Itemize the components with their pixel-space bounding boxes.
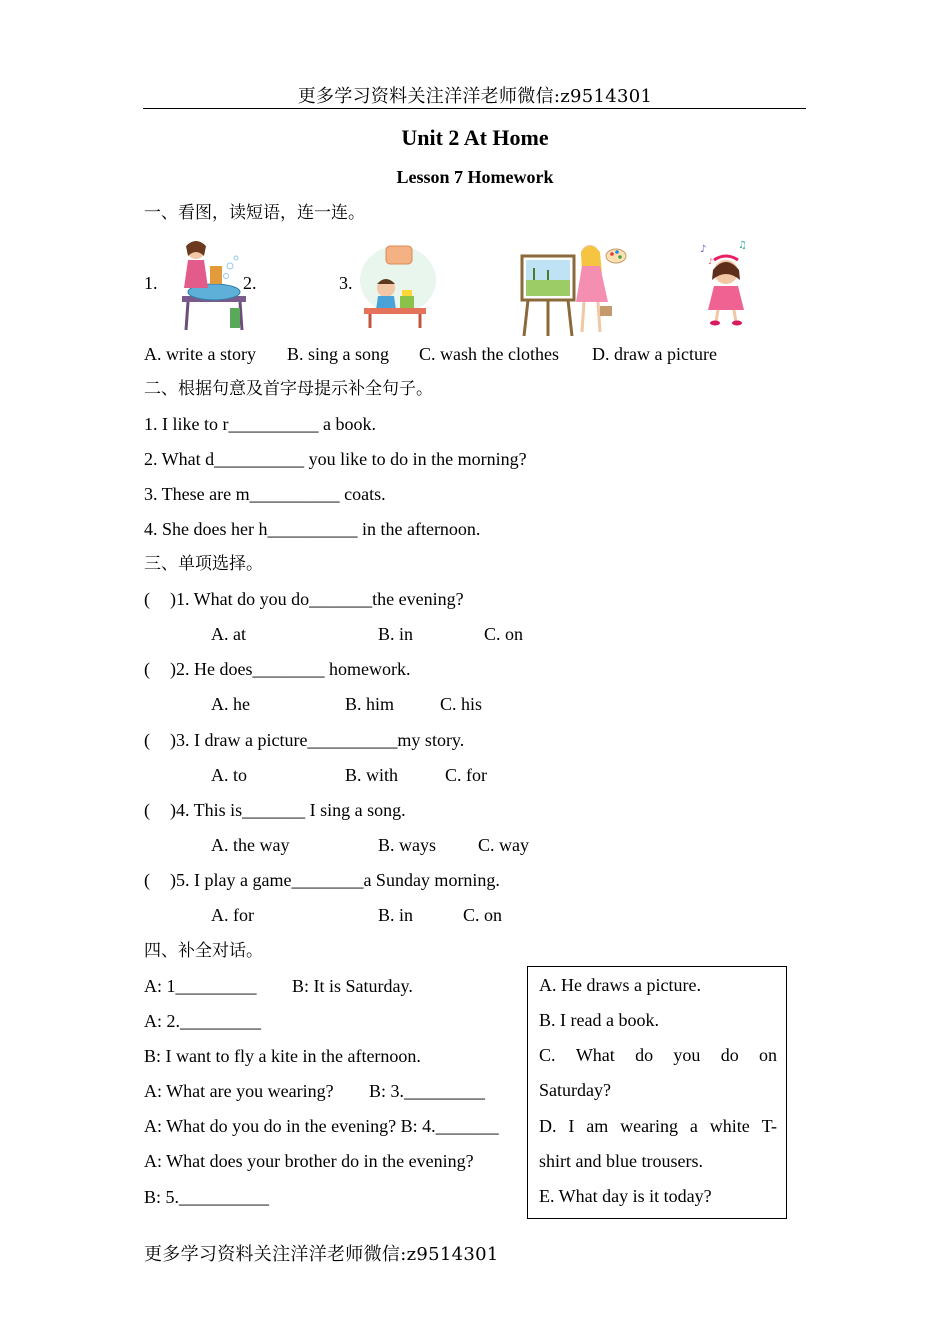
- svg-text:♪: ♪: [700, 244, 707, 255]
- box-option-d-word: D.: [539, 1116, 557, 1136]
- question-3: )3. I draw a picture__________my story.: [170, 730, 465, 750]
- box-option-c-word: you: [673, 1045, 701, 1065]
- svg-text:♪: ♪: [708, 257, 714, 266]
- writing-story-illustration: [356, 240, 438, 330]
- singing-song-illustration: [698, 240, 754, 326]
- lesson-subtitle: Lesson 7 Homework: [396, 167, 554, 187]
- dialog-line-4b: B: 3._________: [369, 1081, 486, 1101]
- dialog-line-2: A: 2._________: [144, 1011, 261, 1031]
- picture-number-2: 2.: [243, 273, 257, 293]
- fill-item-1: 1. I like to r__________ a book.: [144, 414, 376, 434]
- drawing-picture-illustration: [520, 240, 628, 338]
- box-option-b: B. I read a book.: [539, 1010, 659, 1030]
- section2-heading: 二、根据句意及首字母提示补全句子。: [144, 379, 433, 399]
- dialog-line-4a: A: What are you wearing?: [144, 1081, 334, 1101]
- page-header: 更多学习资料关注洋洋老师微信:z9514301: [297, 86, 653, 107]
- q4-option-c: C. way: [478, 835, 529, 855]
- q5-option-b: B. in: [378, 905, 414, 925]
- question-2-bracket: (: [144, 659, 150, 679]
- picture-number-3: 3.: [339, 273, 353, 293]
- q5-option-a: A. for: [211, 905, 254, 925]
- section4-heading: 四、补全对话。: [144, 941, 263, 961]
- box-option-d-word: a: [689, 1116, 698, 1136]
- question-3-bracket: (: [144, 730, 150, 750]
- svg-text:♫: ♫: [738, 240, 747, 251]
- match-option-d: D. draw a picture: [592, 344, 717, 364]
- q3-option-c: C. for: [445, 765, 487, 785]
- header-rule: [143, 108, 806, 109]
- question-5-bracket: (: [144, 870, 150, 890]
- box-option-c-word: C.: [539, 1045, 556, 1065]
- box-option-d-word: white: [709, 1116, 750, 1136]
- q1-option-a: A. at: [211, 624, 246, 644]
- section3-heading: 三、单项选择。: [144, 554, 263, 574]
- question-4-bracket: (: [144, 800, 150, 820]
- box-option-c-word: on: [758, 1045, 777, 1065]
- dialog-line-1b: B: It is Saturday.: [292, 976, 413, 996]
- q1-option-c: C. on: [484, 624, 524, 644]
- fill-item-2: 2. What d__________ you like to do in the morning?: [144, 449, 527, 469]
- dialog-line-3: B: I want to fly a kite in the afternoon.: [144, 1046, 421, 1066]
- dialog-line-5: A: What do you do in the evening? B: 4._______: [144, 1116, 499, 1136]
- question-1: )1. What do you do_______the evening?: [170, 589, 464, 609]
- box-option-d-line1: [539, 1115, 777, 1137]
- question-4: )4. This is_______ I sing a song.: [170, 800, 406, 820]
- q2-option-c: C. his: [440, 694, 483, 714]
- match-option-b: B. sing a song: [287, 344, 390, 364]
- question-5: )5. I play a game________a Sunday morning.: [170, 870, 500, 890]
- box-option-d-line2: shirt and blue trousers.: [539, 1151, 703, 1171]
- page-title: Unit 2 At Home: [401, 125, 549, 150]
- box-option-d-word: am: [586, 1116, 609, 1136]
- q2-option-a: A. he: [211, 694, 250, 714]
- match-option-a: A. write a story: [144, 344, 256, 364]
- box-option-c-word: do: [720, 1045, 739, 1065]
- box-option-d-word: T-: [761, 1116, 777, 1136]
- box-option-d-word: I: [568, 1116, 575, 1136]
- box-option-c-line1: [539, 1044, 777, 1066]
- washing-clothes-illustration: [170, 236, 252, 332]
- box-option-e: E. What day is it today?: [539, 1186, 712, 1206]
- q4-option-a: A. the way: [211, 835, 290, 855]
- page-footer: 更多学习资料关注洋洋老师微信:z9514301: [144, 1244, 499, 1265]
- section1-heading: 一、看图，读短语，连一连。: [144, 203, 365, 223]
- dialog-line-7: B: 5.__________: [144, 1187, 270, 1207]
- dialog-line-6: A: What does your brother do in the evening?: [144, 1151, 474, 1171]
- box-option-c-word: What: [575, 1045, 615, 1065]
- q3-option-a: A. to: [211, 765, 247, 785]
- question-2: )2. He does________ homework.: [170, 659, 411, 679]
- q2-option-b: B. him: [345, 694, 395, 714]
- fill-item-3: 3. These are m__________ coats.: [144, 484, 386, 504]
- box-option-c-word: do: [635, 1045, 654, 1065]
- box-option-a: A. He draws a picture.: [539, 975, 701, 995]
- match-option-c: C. wash the clothes: [419, 344, 559, 364]
- question-1-bracket: (: [144, 589, 150, 609]
- q4-option-b: B. ways: [378, 835, 436, 855]
- q1-option-b: B. in: [378, 624, 414, 644]
- picture-number-1: 1.: [144, 273, 158, 293]
- box-option-c-line2: Saturday?: [539, 1080, 611, 1100]
- dialog-line-1a: A: 1_________: [144, 976, 257, 996]
- q5-option-c: C. on: [463, 905, 503, 925]
- fill-item-4: 4. She does her h__________ in the afternoon.: [144, 519, 481, 539]
- box-option-d-word: wearing: [620, 1116, 679, 1136]
- q3-option-b: B. with: [345, 765, 399, 785]
